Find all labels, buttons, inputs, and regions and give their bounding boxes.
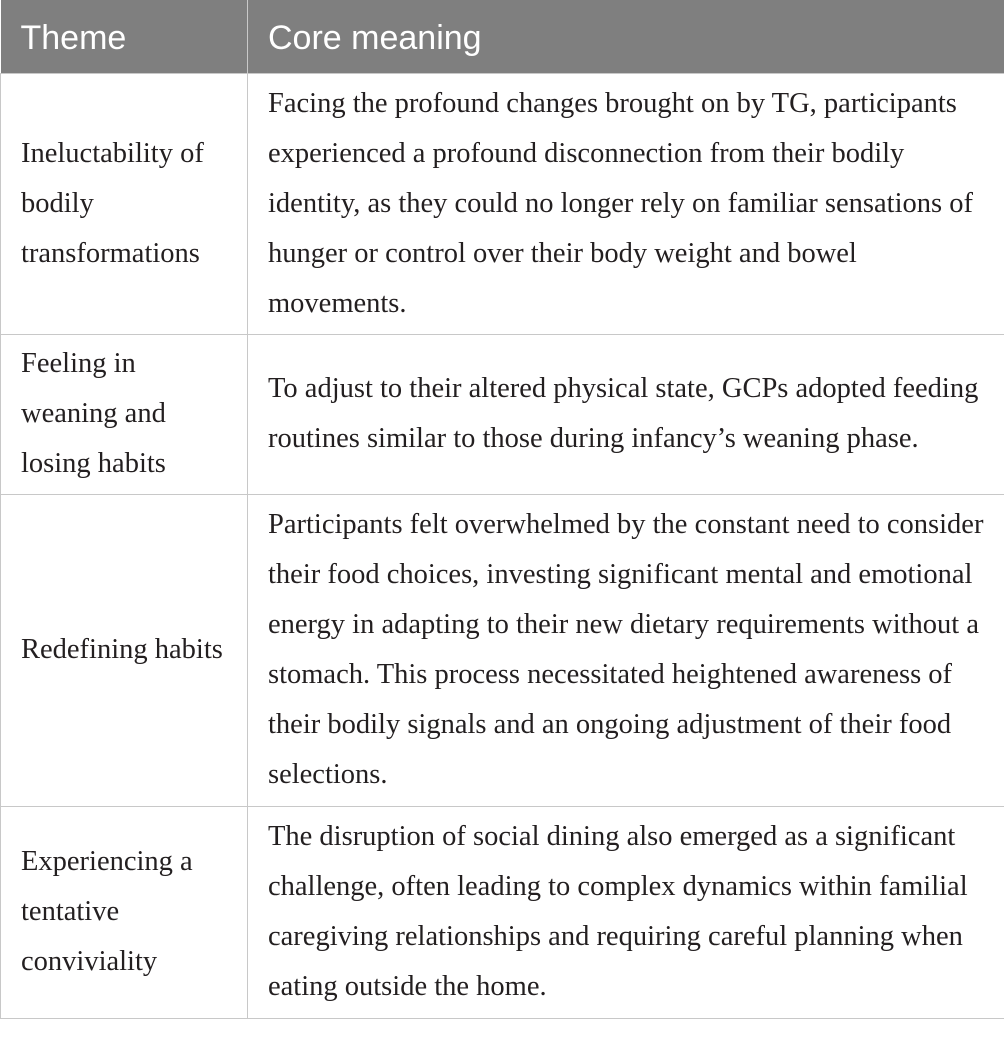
theme-cell: Redefining habits (1, 494, 248, 806)
header-core-meaning: Core meaning (248, 0, 1004, 73)
header-theme: Theme (20, 18, 127, 57)
table-row (1, 806, 1004, 1018)
core-meaning-cell: Participants felt overwhelmed by the constant need to consider their food choices, investing significant mental and emotional energy in adapting to their new dietary requirements without a stomach. This process necessitated heightened awareness of their bodily signals and an ongoing adjustment of their food selections. (248, 494, 1004, 806)
core-meaning-cell: Facing the profound changes brought on by TG, participants experienced a profound disconnection from their bodily identity, as they could no longer rely on familiar sensations of hunger or control over their body weight and bowel movements. (248, 73, 1004, 334)
core-meaning-cell: To adjust to their altered physical state, GCPs adopted feeding routines similar to those during infancy’s weaning phase. (248, 334, 1004, 494)
theme-cell: Ineluctability of bodily transformations (1, 73, 248, 334)
table-row (1, 494, 1004, 806)
core-meaning-cell: The disruption of social dining also emerged as a significant challenge, often leading to complex dynamics within familial caregiving relationships and requiring careful planning when eating outside the home. (248, 806, 1004, 1018)
table-row (1, 334, 1004, 494)
header-row (1, 0, 1004, 73)
table-row (1, 73, 1004, 334)
theme-cell: Experiencing a tentative conviviality (1, 806, 248, 1018)
theme-cell: Feeling in weaning and losing habits (1, 334, 248, 494)
